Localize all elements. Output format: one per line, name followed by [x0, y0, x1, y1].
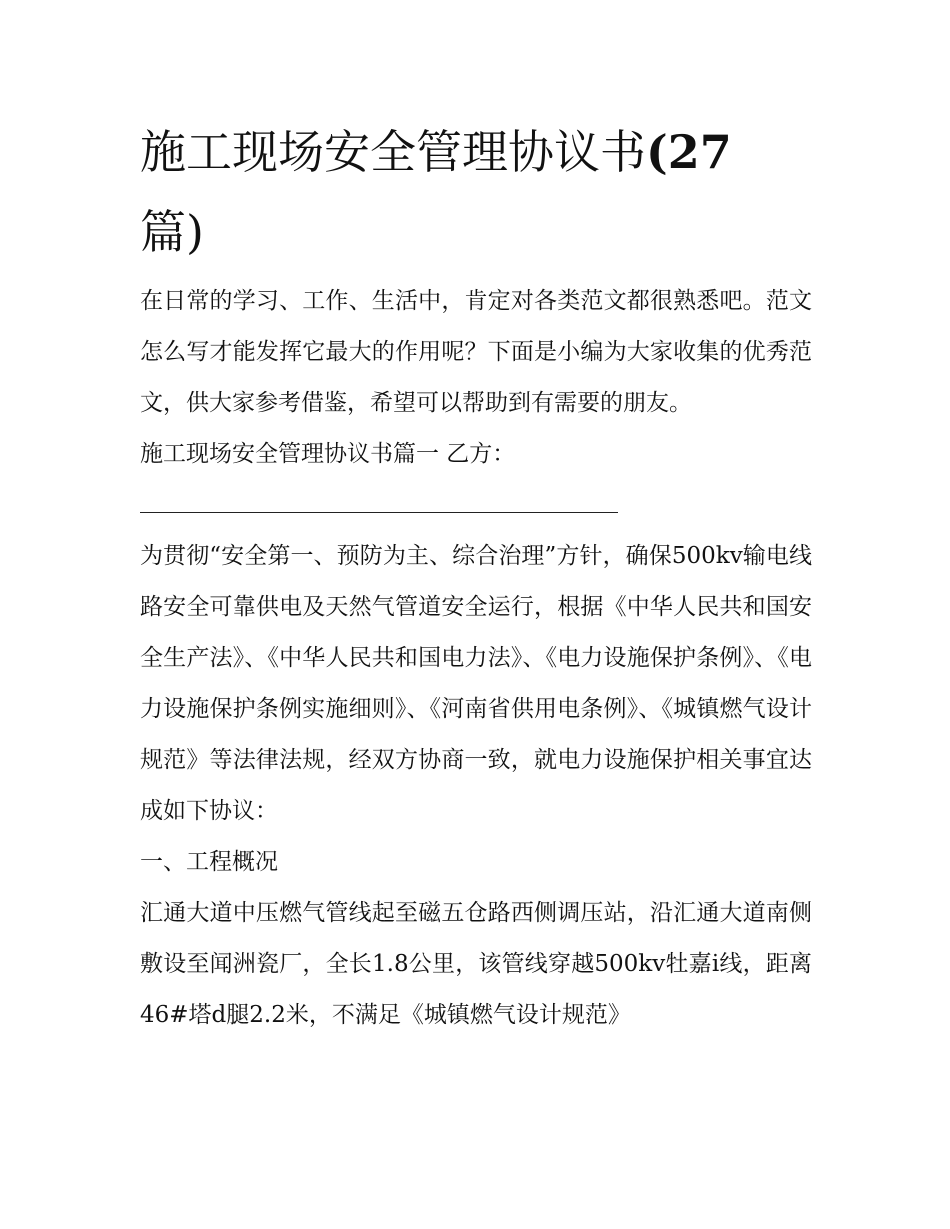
document-body [140, 276, 812, 1041]
clause-one-text: 汇通大道中压燃气管线起至磁五仓路西侧调压站，沿汇通大道南侧敷设至闻洲瓷厂，全长1.8公里，该管线穿越500kv牡嘉ⅰ线，距离46#塔d腿2.2米，不满足《城镇燃气设计规范》 [140, 900, 812, 1028]
title-count: (27 [646, 125, 732, 179]
clause-one-heading: 一、工程概况 [140, 849, 278, 875]
agreement-paragraph: 为贯彻“安全第一、预防为主、综合治理”方针，确保500kv输电线路安全可靠供电及天然气管道安全运行，根据《中华人民共和国安全生产法》、《中华人民共和国电力法》、《电力设施保护条例》、《电力设施保护条例实施细则》、《河南省供用电条例》、《城镇燃气设计规范》等法律法规，经双方协商一致，就电力设施保护相关事宜达成如下协议： [140, 543, 812, 824]
signature-blank-line [140, 480, 812, 531]
section-heading: 施工现场安全管理协议书篇一 乙方： [140, 441, 516, 467]
blank-underline [140, 512, 618, 513]
title-main: 施工现场安全管理协议书 [140, 125, 646, 179]
title-tail: 篇) [140, 205, 204, 259]
intro-paragraph: 在日常的学习、工作、生活中，肯定对各类范文都很熟悉吧。范文怎么写才能发挥它最大的作用呢？下面是小编为大家收集的优秀范文，供大家参考借鉴，希望可以帮助到有需要的朋友。 [140, 288, 812, 416]
document-title [140, 112, 820, 272]
